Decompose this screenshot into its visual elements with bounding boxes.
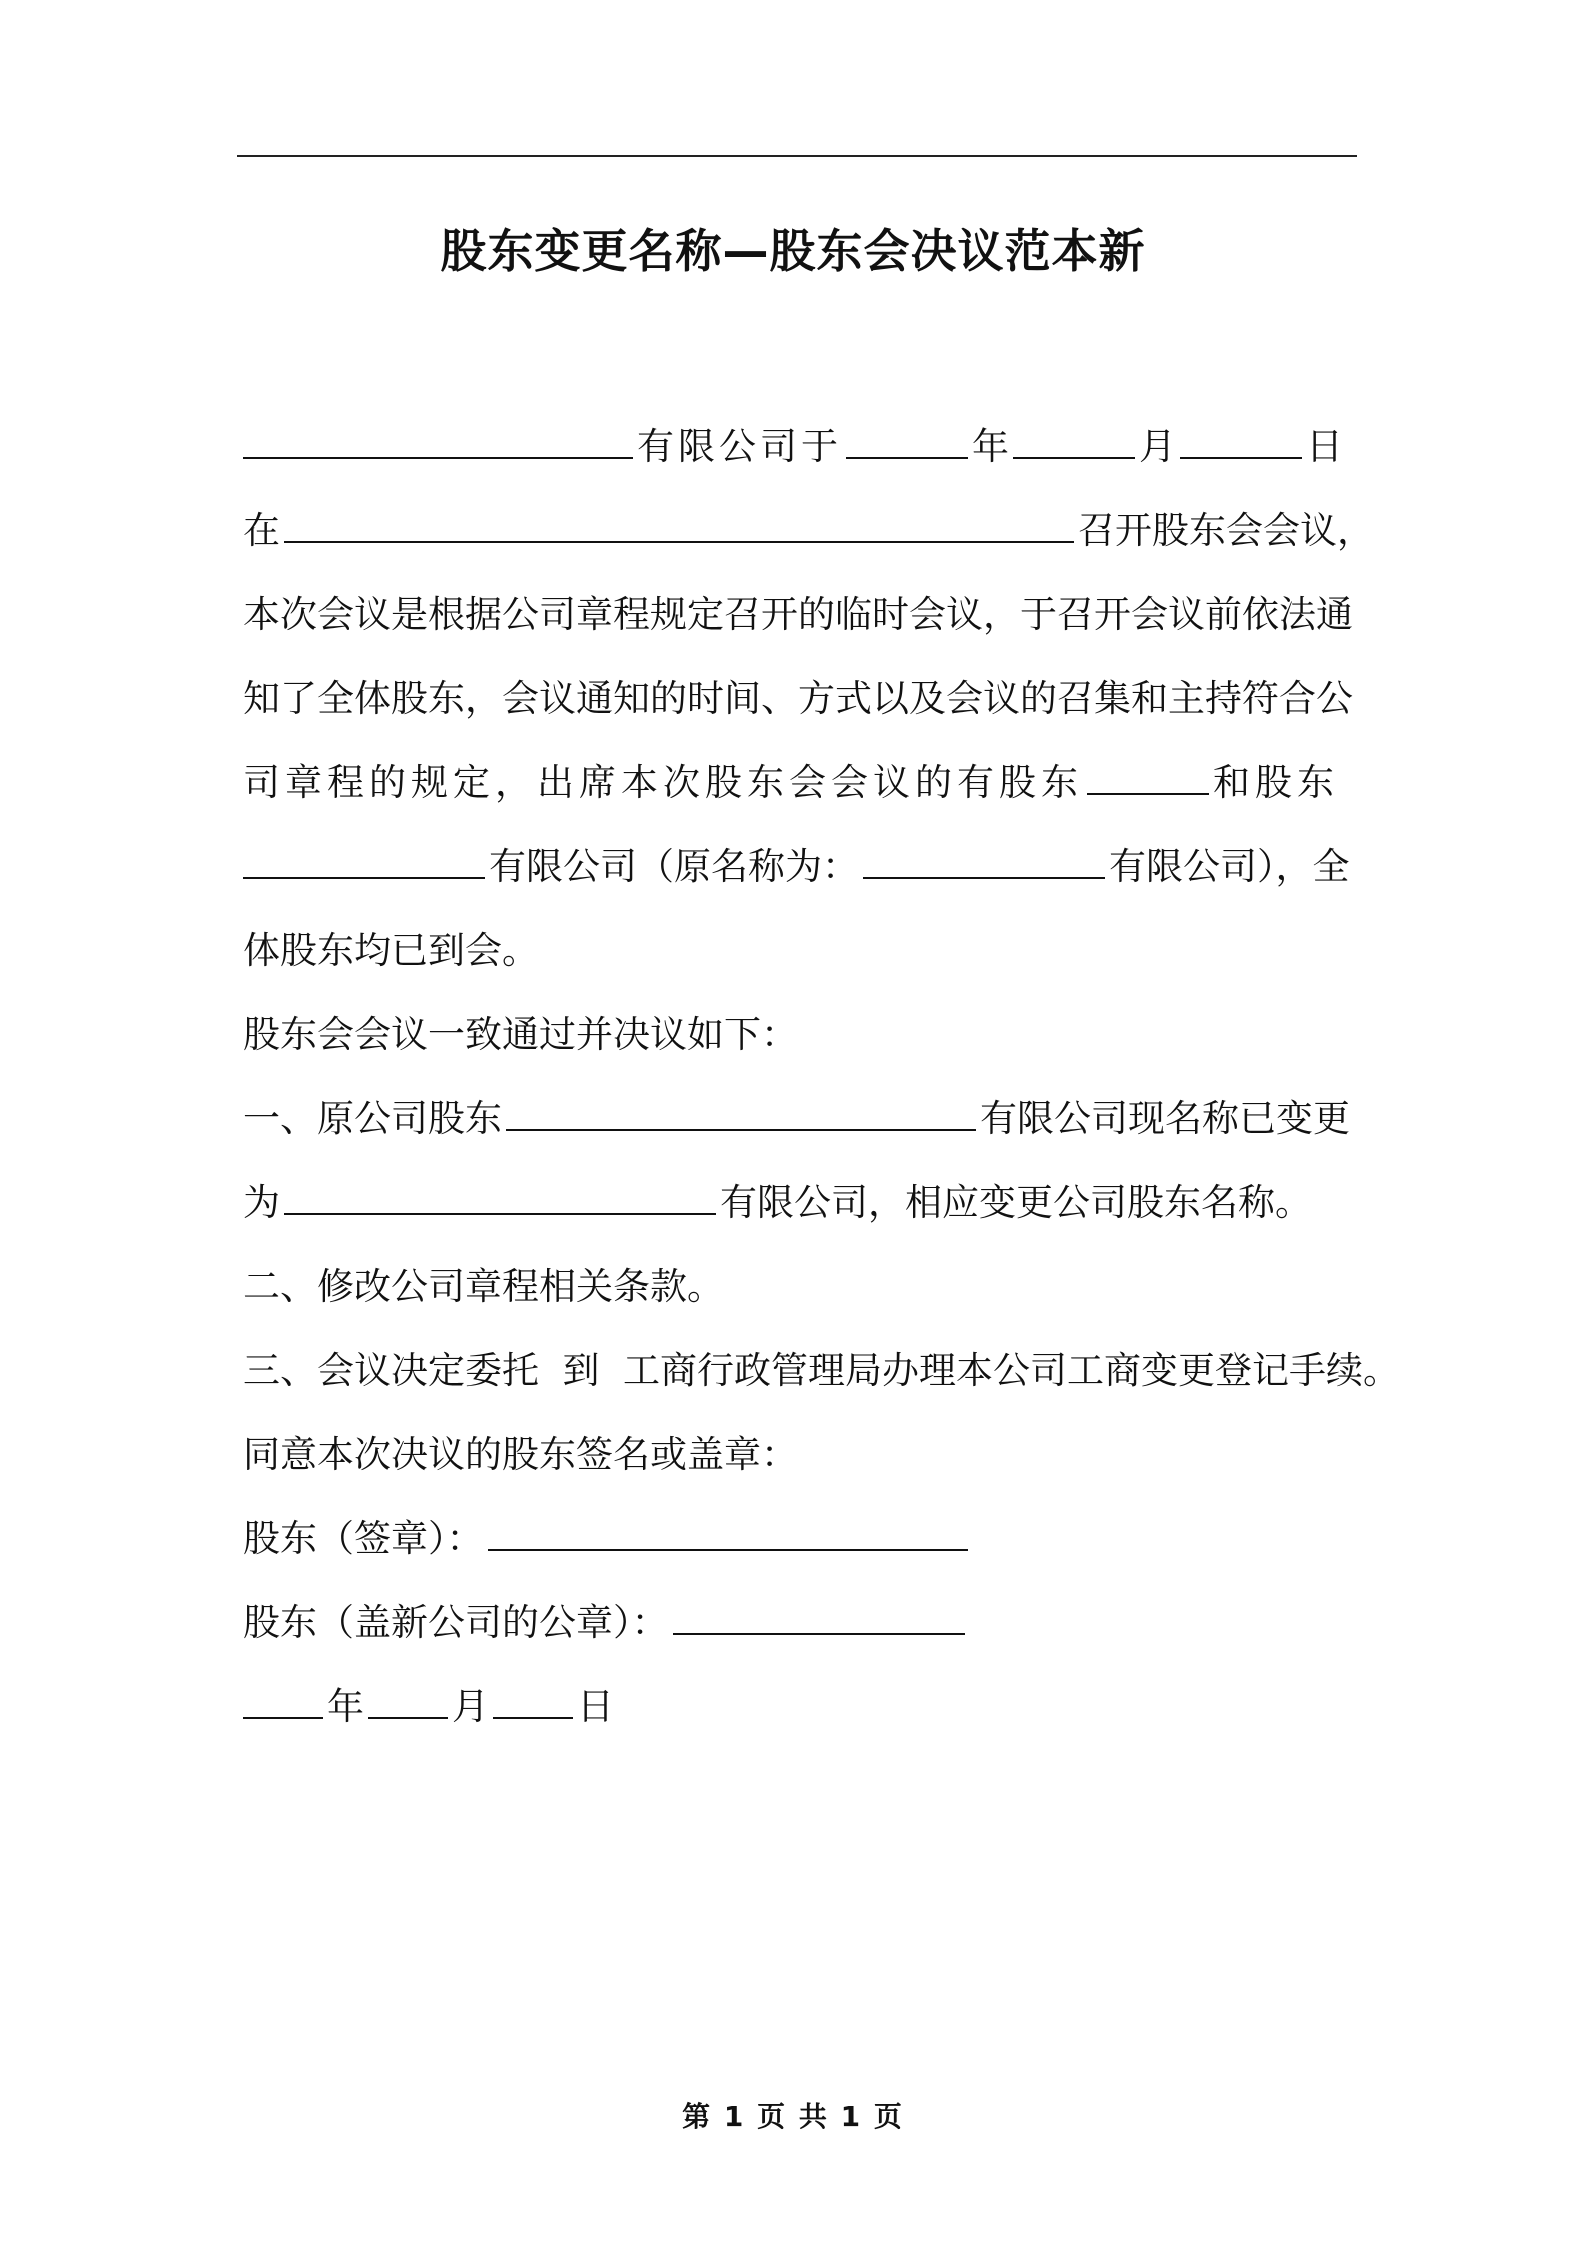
- text-segment: 一、原公司股东: [243, 1097, 502, 1140]
- text-segment: 有限公司），全: [1109, 845, 1350, 888]
- text-segment: 有限公司，相应变更公司股东名称。: [720, 1181, 1312, 1224]
- fill-blank: [243, 409, 633, 459]
- text-segment: 有限公司现名称已变更: [980, 1097, 1350, 1140]
- paragraph-line: [243, 741, 1363, 825]
- text-segment: 年: [972, 425, 1009, 468]
- text-segment: 司章程的规定，出席本次股东会会议的有股东: [243, 761, 1083, 804]
- fill-blank: [243, 1669, 323, 1719]
- fill-blank: [863, 829, 1105, 879]
- fill-blank: [506, 1081, 976, 1131]
- paragraph-line: 知了全体股东，会议通知的时间、方式以及会议的召集和主持符合公: [243, 677, 1353, 720]
- text-segment: 有限公司于: [637, 425, 842, 468]
- signature-line: [243, 1497, 1363, 1581]
- fill-blank: [1087, 745, 1209, 795]
- paragraph-line: [243, 405, 1363, 489]
- fill-blank: [493, 1669, 573, 1719]
- paragraph-line: [243, 1161, 1363, 1245]
- paragraph-line: [243, 1077, 1363, 1161]
- document-title: 股东变更名称—股东会决议范本新: [440, 224, 1146, 278]
- text-segment: 股东（签章）：: [243, 1517, 484, 1560]
- fill-blank: [673, 1585, 965, 1635]
- fill-blank: [368, 1669, 448, 1719]
- paragraph-line: 股东会会议一致通过并决议如下：: [243, 1013, 798, 1056]
- header-rule: [237, 155, 1357, 157]
- text-segment: 月: [1139, 425, 1176, 468]
- fill-blank: [1180, 409, 1302, 459]
- document-body: [243, 405, 1401, 1749]
- text-segment: 股东（盖新公司的公章）：: [243, 1601, 669, 1644]
- paragraph-line: 同意本次决议的股东签名或盖章：: [243, 1433, 798, 1476]
- paragraph-line: 三、会议决定委托 到 工商行政管理局办理本公司工商变更登记手续。: [243, 1349, 1401, 1392]
- text-segment: 日: [577, 1685, 614, 1728]
- fill-blank: [284, 493, 1074, 543]
- fill-blank: [243, 829, 485, 879]
- paragraph-line: [243, 489, 1374, 573]
- paragraph-line: 本次会议是根据公司章程规定召开的临时会议，于召开会议前依法通: [243, 593, 1353, 636]
- text-segment: 为: [243, 1181, 280, 1224]
- date-line: [243, 1665, 1363, 1749]
- paragraph-line: 二、修改公司章程相关条款。: [243, 1265, 724, 1308]
- text-segment: 年: [327, 1685, 364, 1728]
- paragraph-line: [243, 825, 1363, 909]
- seal-line: [243, 1581, 1363, 1665]
- text-segment: 月: [452, 1685, 489, 1728]
- text-segment: 日: [1306, 425, 1343, 468]
- text-segment: 召开股东会会议，: [1078, 509, 1374, 552]
- fill-blank: [846, 409, 968, 459]
- text-segment: 有限公司（原名称为：: [489, 845, 859, 888]
- fill-blank: [488, 1501, 968, 1551]
- fill-blank: [284, 1165, 716, 1215]
- fill-blank: [1013, 409, 1135, 459]
- page-footer: 第 1 页 共 1 页: [682, 2100, 904, 2133]
- paragraph-line: 体股东均已到会。: [243, 929, 539, 972]
- text-segment: 和股东: [1213, 761, 1339, 804]
- text-segment: 在: [243, 509, 280, 552]
